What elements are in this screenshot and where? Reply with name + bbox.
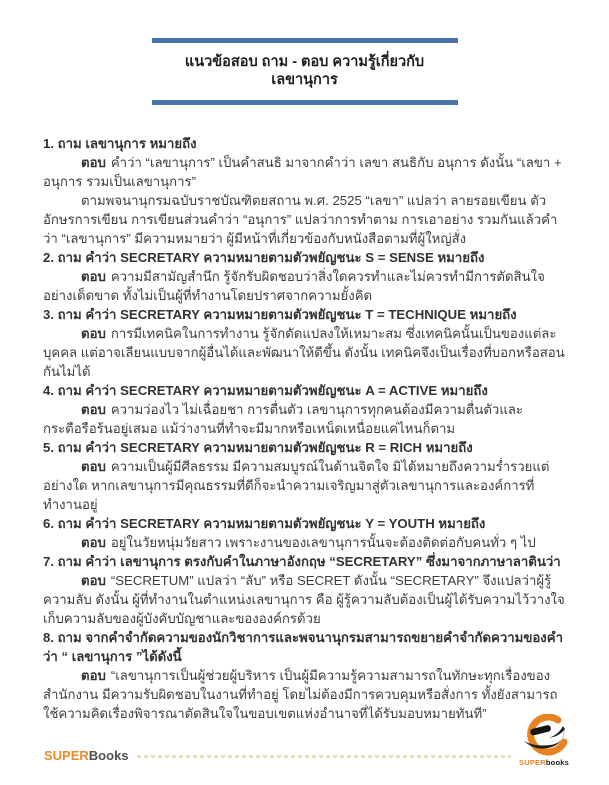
header-bottom-rule [152, 100, 458, 105]
answer-4 [43, 400, 569, 438]
question-8: 8. ถาม จากคำจำกัดความของนักวิชาการและพจนานุกรมสามารถขยายคำจำกัดความของคำว่า “ เลขานุการ ”ได้ดังนี้ [43, 630, 563, 665]
question-5: 5. ถาม คำว่า SECRETARY ความหมายตามตัวพยัญชนะ R = RICH หมายถึง [43, 440, 473, 456]
answer-text: ความว่องไว ไม่เฉื่อยชา การตื่นตัว เลขานุการทุกคนต้องมีความตื่นตัวและกระตือรือร้นอยู่เสมอ แม้ว่างานที่ทำจะมีมากหรือเหน็ดเหนื่อยแค่ไหนก็ตาม [43, 402, 523, 437]
logo-caption-super: SUPER [519, 758, 546, 767]
question-1: 1. ถาม เลขานุการ หมายถึง [43, 136, 197, 152]
answer-5 [43, 457, 569, 514]
logo-caption-books: books [545, 758, 569, 767]
superbooks-logo-icon [519, 714, 569, 760]
footer-dotted-rule [137, 755, 511, 758]
page-title: แนวข้อสอบ ถาม - ตอบ ความรู้เกี่ยวกับเลขานุการ [184, 54, 425, 89]
answer-text: “เลขานุการเป็นผู้ช่วยผู้บริหาร เป็นผู้มีความรู้ความสามารถในทักษะทุกเรื่องของสำนักงาน มีความรับผิดชอบในงานที่ทำอยู่ โดยไม่ต้องมีการควบคุมหรือสั่งการ ทั้งยังสามารถใช้ความคิดเรื่องพิจารณาตัดสินใจในขอบเขตแห่งอำนาจที่ได้รับมอบหมายทันที” [43, 668, 558, 722]
answer-label: ตอบ [81, 155, 106, 171]
answer-label: ตอบ [81, 573, 106, 589]
answer-text: อยู่ในวัยหนุ่มวัยสาว เพราะงานของเลขานุการนั้นจะต้องติดต่อกับคนทั่ว ๆ ไป [110, 535, 536, 551]
question-2: 2. ถาม คำว่า SECRETARY ความหมายตามตัวพยัญชนะ S = SENSE หมายถึง [43, 250, 485, 266]
answer-1 [43, 153, 569, 191]
answer-text: ความเป็นผู้มีศีลธรรม มีความสมบูรณ์ในด้านจิตใจ มิได้หมายถึงความร่ำรวยแต่อย่างใด หากเลขานุการมีคุณธรรมที่ดีก็จะนำความเจริญมาสู่ตัวเลขานุการและองค์การที่ทำงานอยู่ [43, 459, 550, 513]
answer-1-continued: ตามพจนานุกรมฉบับราชบัณฑิตยสถาน พ.ศ. 2525 “เลขา” แปลว่า ลายรอยเขียน ตัวอักษรการเขียน การเขียนส่วนคำว่า “อนุการ” แปลว่าการทำตาม การเอาอย่าง รวมกันแล้วคำว่า “เลขานุการ” มีความหมายว่า ผู้มีหน้าที่เกี่ยวข้องกับหนังสือตามที่ผู้ใหญ่สั่ง [43, 193, 558, 247]
answer-text: “SECRETUM” แปลว่า “ลับ” หรือ SECRET ดังนั้น “SECRETARY” จึงแปลว่าผู้รู้ความลับ ดังนั้น ผู้ที่ทำงานในตำแหน่งเลขานุการ คือ ผู้รู้ความลับต้องเป็นผู้ได้รับความไว้วางใจเก็บความลับของผู้บังคับบัญชาและขององค์กรด้วย [43, 573, 565, 627]
answer-label: ตอบ [81, 402, 106, 418]
page-footer [44, 714, 571, 767]
answer-6 [43, 533, 569, 552]
question-4: 4. ถาม คำว่า SECRETARY ความหมายตามตัวพยัญชนะ A = ACTIVE หมายถึง [43, 383, 488, 399]
answer-label: ตอบ [81, 668, 106, 684]
answer-text: ความมีสามัญสำนึก รู้จักรับผิดชอบว่าสิ่งใดควรทำและไม่ควรทำมีการตัดสินใจอย่างเด็ดขาด ทั้งไม่เป็นผู้ที่ทำงานโดยปราศจากความยั้งคิด [43, 269, 545, 304]
answer-label: ตอบ [81, 269, 106, 285]
answer-text: การมีเทคนิคในการทำงาน รู้จักดัดแปลงให้เหมาะสม ซึ่งเทคนิคนั้นเป็นของแต่ละบุคคล แต่อาจเลียนแบบจากผู้อื่นได้และพัฒนาให้ดีขึ้น ดังนั้น เทคนิคจึงเป็นเรื่องที่บอกหรือสอนกันไม่ได้ [43, 326, 565, 380]
document-header [152, 38, 458, 105]
question-3: 3. ถาม คำว่า SECRETARY ความหมายตามตัวพยัญชนะ T = TECHNIQUE หมายถึง [43, 307, 517, 323]
question-6: 6. ถาม คำว่า SECRETARY ความหมายตามตัวพยัญชนะ Y = YOUTH หมายถึง [43, 516, 486, 532]
footer-brand-text [44, 748, 129, 763]
superbooks-logo [517, 714, 571, 767]
qa-content [43, 134, 569, 723]
brand-super: SUPER [44, 748, 89, 763]
answer-2 [43, 267, 569, 305]
answer-text: คำว่า “เลขานุการ” เป็นคำสนธิ มาจากคำว่า เลขา สนธิกับ อนุการ ดังนั้น “เลขา + อนุการ รวมเป็นเลขานุการ” [43, 155, 562, 190]
brand-books: Books [88, 748, 129, 763]
answer-label: ตอบ [81, 535, 106, 551]
logo-caption [519, 758, 569, 767]
answer-7 [43, 571, 569, 628]
question-7: 7. ถาม คำว่า เลขานุการ ตรงกับคำในภาษาอังกฤษ “SECRETARY” ซึ่งมาจากภาษาลาตินว่า [43, 554, 561, 570]
answer-label: ตอบ [81, 459, 106, 475]
answer-3 [43, 324, 569, 381]
answer-label: ตอบ [81, 326, 106, 342]
